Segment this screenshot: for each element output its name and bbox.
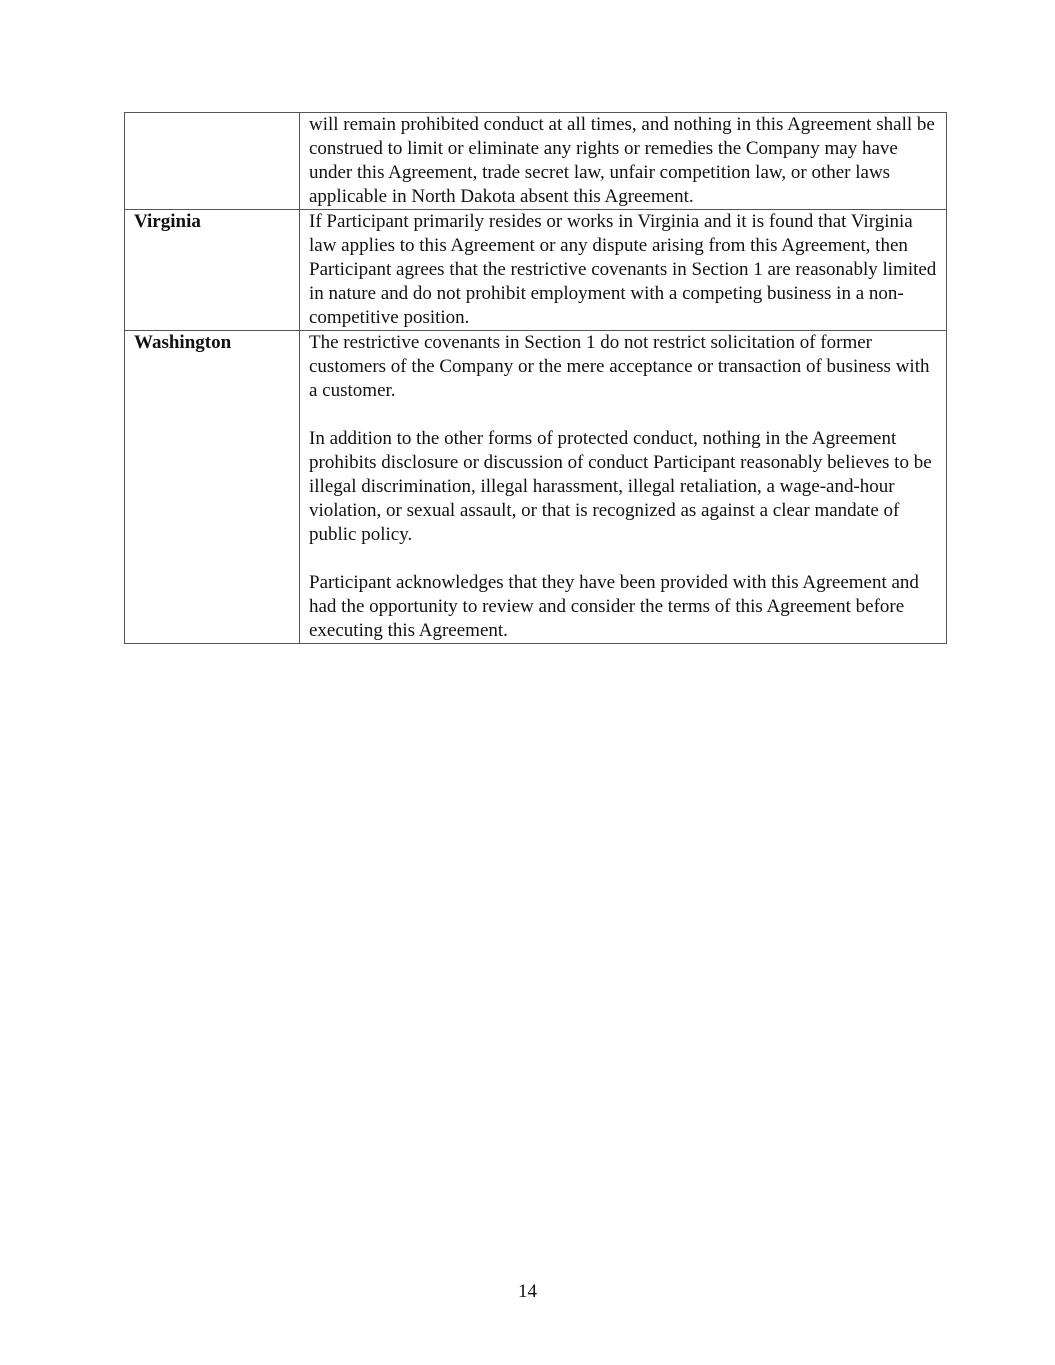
provision-paragraph: The restrictive covenants in Section 1 do not restrict solicitation of former customers of the Company or the mere acceptance or transaction of business with a customer. [309,332,930,401]
provision-text-cell [300,210,947,331]
provision-text-cell [300,331,947,644]
state-name-cell: Virginia [125,210,300,331]
table-row-virginia [125,210,947,331]
state-provisions-table [124,112,947,644]
state-name-cell: Washington [125,331,300,644]
provision-paragraph: In addition to the other forms of protected conduct, nothing in the Agreement prohibits disclosure or discussion of conduct Participant reasonably believes to be illegal discrimination, illegal harassment, illegal retaliation, a wage-and-hour violation, or sexual assault, or that is recognized as against a clear mandate of public policy. [309,428,932,545]
provision-paragraph: Participant acknowledges that they have been provided with this Agreement and had the opportunity to review and consider the terms of this Agreement before executing this Agreement. [309,572,919,641]
provision-paragraph: will remain prohibited conduct at all times, and nothing in this Agreement shall be construed to limit or eliminate any rights or remedies the Company may have under this Agreement, trade secret law, unfair competition law, or other laws applicable in North Dakota absent this Agreement. [309,114,935,207]
table-row-washington [125,331,947,644]
state-name-cell [125,113,300,210]
provision-text-cell [300,113,947,210]
provision-paragraph: If Participant primarily resides or works in Virginia and it is found that Virginia law applies to this Agreement or any dispute arising from this Agreement, then Participant agrees that the restrictive covenants in Section 1 are reasonably limited in nature and do not prohibit employment with a competing business in a non-competitive position. [309,211,937,328]
table-row-north-dakota-continuation [125,113,947,210]
page-number: 14 [518,1281,537,1302]
